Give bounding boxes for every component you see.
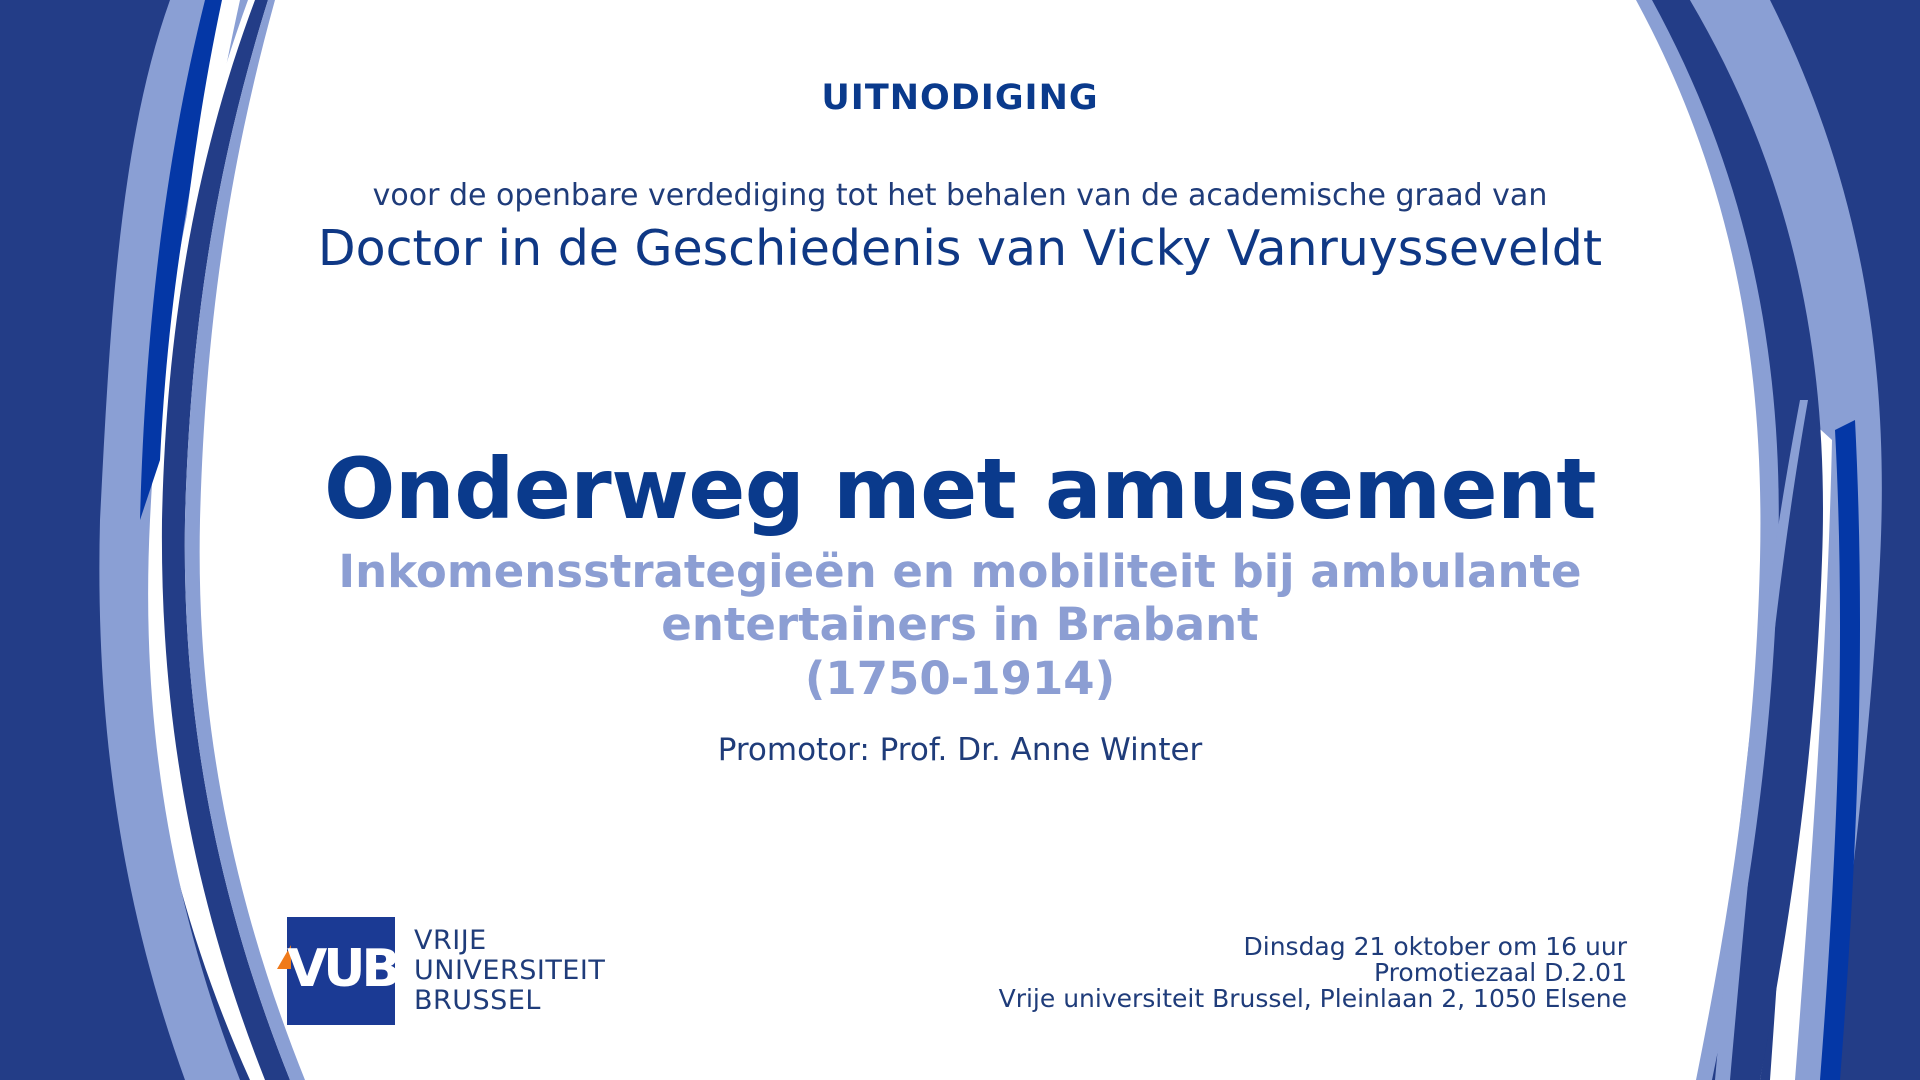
thesis-subtitle-line-1: Inkomensstrategieën en mobiliteit bij ambulante bbox=[338, 545, 1582, 598]
event-details bbox=[999, 934, 1627, 1012]
university-name-line-3: BRUSSEL bbox=[414, 985, 541, 1016]
degree-line: Doctor in de Geschiedenis van Vicky Vanruysseveldt bbox=[317, 220, 1603, 277]
university-name bbox=[414, 926, 605, 1016]
vub-logo-letters: VUB bbox=[287, 939, 398, 999]
event-room: Promotiezaal D.2.01 bbox=[1374, 958, 1627, 987]
intro-line: voor de openbare verdediging tot het behalen van de academische graad van bbox=[372, 178, 1548, 213]
promotor-line: Promotor: Prof. Dr. Anne Winter bbox=[717, 732, 1203, 768]
university-name-line-2: UNIVERSITEIT bbox=[414, 955, 606, 986]
event-date: Dinsdag 21 oktober om 16 uur bbox=[1243, 932, 1627, 961]
vub-logo bbox=[287, 917, 398, 1025]
event-address: Vrije universiteit Brussel, Pleinlaan 2, 1050 Elsene bbox=[998, 984, 1627, 1013]
thesis-title: Onderweg met amusement bbox=[323, 440, 1596, 538]
invitation-heading: UITNODIGING bbox=[821, 78, 1099, 118]
thesis-subtitle-line-2: entertainers in Brabant bbox=[661, 598, 1259, 651]
thesis-period: (1750-1914) bbox=[804, 652, 1116, 705]
university-name-line-1: VRIJE bbox=[414, 925, 487, 956]
